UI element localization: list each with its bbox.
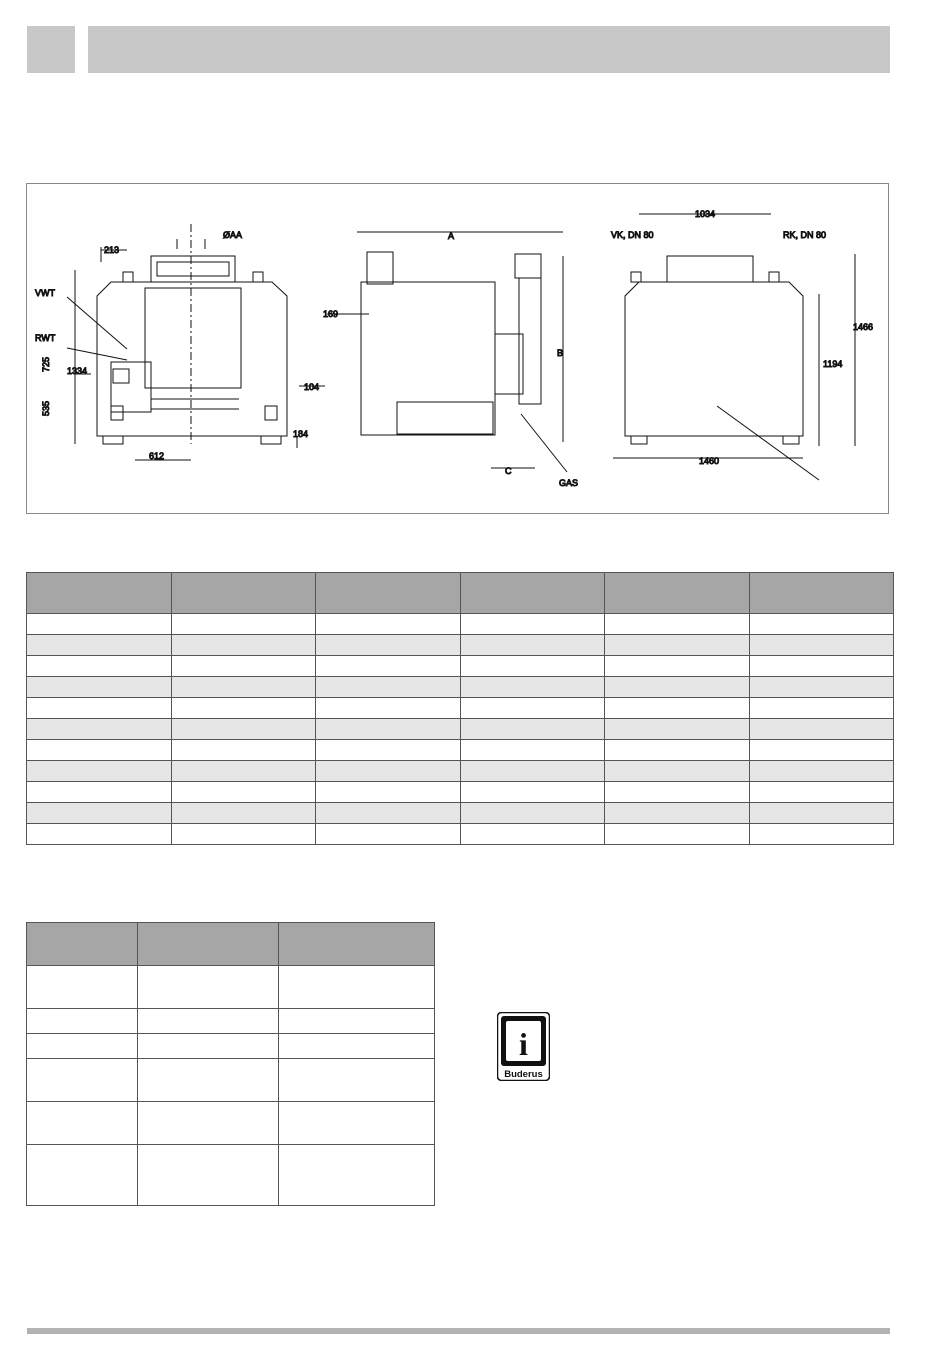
label-rwt: RWT — [35, 333, 56, 343]
dim-535: 535 — [41, 400, 51, 416]
label-gas: GAS — [559, 478, 579, 488]
label-rk: RK, DN 80 — [783, 230, 827, 240]
label-vwt: VWT — [35, 288, 55, 298]
dim-1194: 1194 — [823, 359, 843, 369]
dim-a: A — [448, 231, 455, 241]
table-row — [27, 782, 894, 803]
table-row — [27, 698, 894, 719]
table-row — [27, 1034, 435, 1059]
dim-169: 169 — [323, 309, 339, 319]
header-marker — [27, 26, 75, 73]
dim-1460: 1460 — [699, 456, 720, 466]
rear-view — [611, 209, 873, 480]
info-icon: i — [519, 1026, 528, 1062]
table-row — [27, 761, 894, 782]
brand-name: Buderus — [504, 1069, 543, 1080]
dim-1466: 1466 — [853, 322, 874, 332]
front-view — [35, 224, 325, 461]
label-vk: VK, DN 80 — [611, 230, 654, 240]
dim-1034: 1034 — [695, 209, 716, 219]
dim-612: 612 — [149, 451, 165, 461]
table-row — [27, 719, 894, 740]
side-view — [323, 231, 578, 488]
dim-c: C — [505, 466, 512, 476]
table-row — [27, 677, 894, 698]
dim-213: 213 — [104, 245, 120, 255]
dimension-table — [26, 572, 894, 845]
dim-aa: ØAA — [223, 230, 243, 240]
table-header — [27, 923, 435, 966]
dimension-drawing — [26, 183, 889, 514]
dim-b: B — [557, 348, 564, 358]
specification-table — [26, 922, 435, 1206]
table-row — [27, 824, 894, 845]
buderus-info-logo — [497, 1012, 550, 1081]
table-header — [27, 573, 894, 614]
table-row — [27, 966, 435, 1009]
table-row — [27, 1145, 435, 1206]
dim-1334: 1334 — [67, 366, 88, 376]
dim-184: 184 — [293, 429, 309, 439]
footer-bar — [27, 1328, 890, 1334]
table-row — [27, 740, 894, 761]
table-row — [27, 1009, 435, 1034]
table-row — [27, 635, 894, 656]
table-row — [27, 656, 894, 677]
table-row — [27, 1059, 435, 1102]
header-bar — [88, 26, 890, 73]
dim-725: 725 — [41, 356, 51, 372]
dim-104: 104 — [304, 382, 320, 392]
table-row — [27, 803, 894, 824]
table-row — [27, 1102, 435, 1145]
table-row — [27, 614, 894, 635]
